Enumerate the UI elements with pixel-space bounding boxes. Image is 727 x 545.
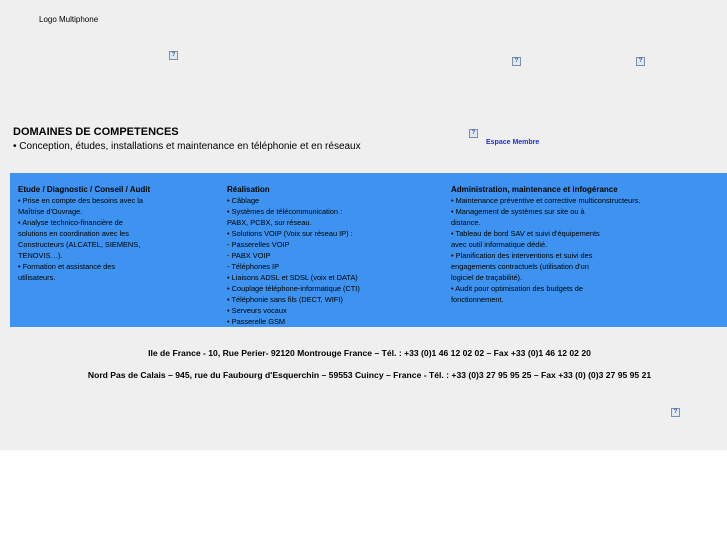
column-line: fonctionnement.: [451, 295, 504, 304]
domains-title: DOMAINES DE COMPETENCES: [13, 126, 179, 138]
column-line: utilisateurs.: [18, 273, 56, 282]
column-line: Maîtrise d'Ouvrage.: [18, 207, 83, 216]
broken-image-icon: ?: [169, 51, 178, 60]
column-line: • Analyse technico-financière de: [18, 218, 123, 227]
column-line: avec outil informatique dédié.: [451, 240, 548, 249]
column-etude: [18, 184, 168, 283]
column-line: - Passerelles VOIP: [227, 240, 290, 249]
column-title: Administration, maintenance et infogérance: [451, 185, 618, 194]
broken-image-icon: ?: [512, 57, 521, 66]
column-line: • Solutions VOIP (Voix sur réseau IP) :: [227, 229, 353, 238]
column-line: • Liaisons ADSL et SDSL (voix et DATA): [227, 273, 358, 282]
broken-image-icon: ?: [671, 408, 680, 417]
column-line: • Management de systèmes sur site ou à: [451, 207, 585, 216]
domains-subtitle: • Conception, études, installations et maintenance en téléphonie et en réseaux: [13, 141, 361, 152]
column-line: PABX, PCBX, sur réseau.: [227, 218, 312, 227]
column-administration: [451, 184, 681, 305]
column-line: • Maintenance préventive et corrective multiconstructeurs.: [451, 196, 641, 205]
column-line: • Audit pour optimisation des budgets de: [451, 284, 584, 293]
column-line: Constructeurs (ALCATEL, SIEMENS,: [18, 240, 141, 249]
column-line: • Tableau de bord SAV et suivi d'équipements: [451, 229, 600, 238]
address-ile-de-france: Ile de France - 10, Rue Perier- 92120 Montrouge France – Tél. : +33 (0)1 46 12 02 02 – Fax +33 (0)1 46 12 02 20: [148, 348, 591, 358]
column-line: distance.: [451, 218, 481, 227]
column-line: engagements contractuels (utilisation d'un: [451, 262, 589, 271]
logo-placeholder-text: Logo Multiphone: [39, 15, 99, 24]
column-line: • Passerelle GSM: [227, 317, 286, 326]
column-line: • Formation et assistance des: [18, 262, 116, 271]
column-line: • Planification des interventions et suivi des: [451, 251, 593, 260]
column-line: • Prise en compte des besoins avec la: [18, 196, 144, 205]
broken-image-icon: ?: [636, 57, 645, 66]
column-line: - Téléphones IP: [227, 262, 280, 271]
column-line: • Serveurs vocaux: [227, 306, 287, 315]
column-line: • Téléphonie sans fils (DECT, WIFI): [227, 295, 343, 304]
column-title: Etude / Diagnostic / Conseil / Audit: [18, 185, 151, 194]
column-line: - PABX VOIP: [227, 251, 271, 260]
column-line: • Systèmes de télécommunication :: [227, 207, 343, 216]
broken-image-icon: ?: [469, 129, 478, 138]
competences-panel: [10, 173, 727, 327]
column-title: Réalisation: [227, 185, 270, 194]
column-line: • Câblage: [227, 196, 260, 205]
column-line: solutions en coordination avec les: [18, 229, 129, 238]
column-realisation: [227, 184, 407, 327]
column-line: TENOVIS…).: [18, 251, 63, 260]
address-nord-pas-de-calais: Nord Pas de Calais – 945, rue du Faubourg d'Esquerchin – 59553 Cuincy – France - Tél. : +33 (0)3 27 95 95 25 – Fax +33 (0) (0)3 27 95 95 21: [87, 370, 652, 380]
espace-membre-link[interactable]: Espace Membre: [486, 139, 540, 146]
column-line: • Couplage téléphone-informatique (CTI): [227, 284, 360, 293]
column-line: logiciel de traçabilité).: [451, 273, 523, 282]
